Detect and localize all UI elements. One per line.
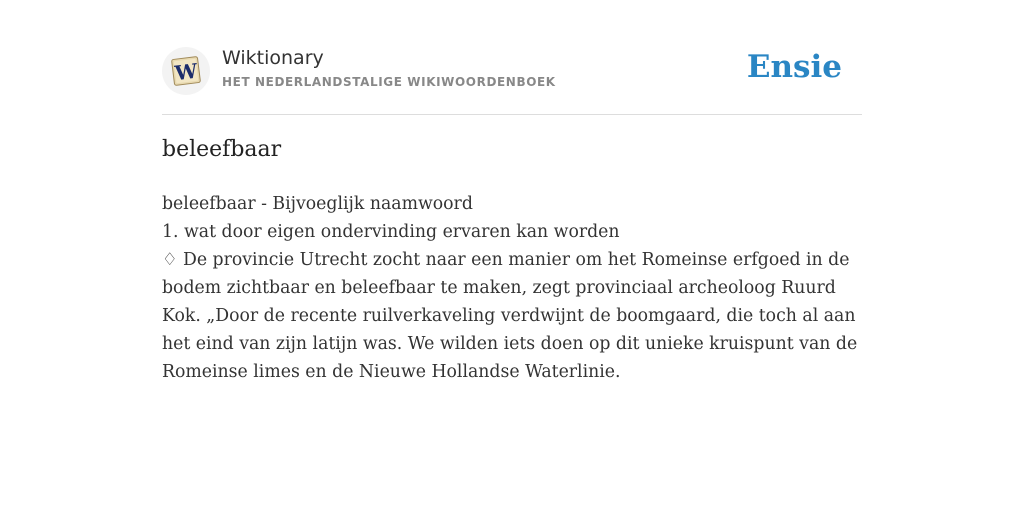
word-class-line: beleefbaar - Bijvoeglijk naamwoord xyxy=(162,194,473,214)
site-tagline: HET NEDERLANDSTALIGE WIKIWOORDENBOEK xyxy=(222,75,556,89)
entry-title: beleefbaar xyxy=(162,137,282,162)
svg-text:W: W xyxy=(173,58,199,86)
sense-definition: 1. wat door eigen ondervinding ervaren kan worden xyxy=(162,222,620,242)
definition-block xyxy=(162,190,867,386)
wiktionary-logo-icon[interactable] xyxy=(162,47,210,95)
site-name[interactable]: Wiktionary xyxy=(222,47,324,69)
w-tile-icon xyxy=(166,51,206,91)
site-header xyxy=(162,44,862,115)
usage-example: ♢ De provincie Utrecht zocht naar een manier om het Romeinse erfgoed in de bodem zichtbaar en beleefbaar te maken, zegt provinciaal archeoloog Ruurd Kok. „Door de recente ruilverkaveling verdwijnt de boomgaard, die toch al aan het eind van zijn latijn was. We wilden iets doen op dit unieke kruispunt van de Romeinse limes en de Nieuwe Hollandse Waterlinie. xyxy=(162,250,858,382)
ensie-brand-link[interactable]: Ensie xyxy=(746,49,842,85)
